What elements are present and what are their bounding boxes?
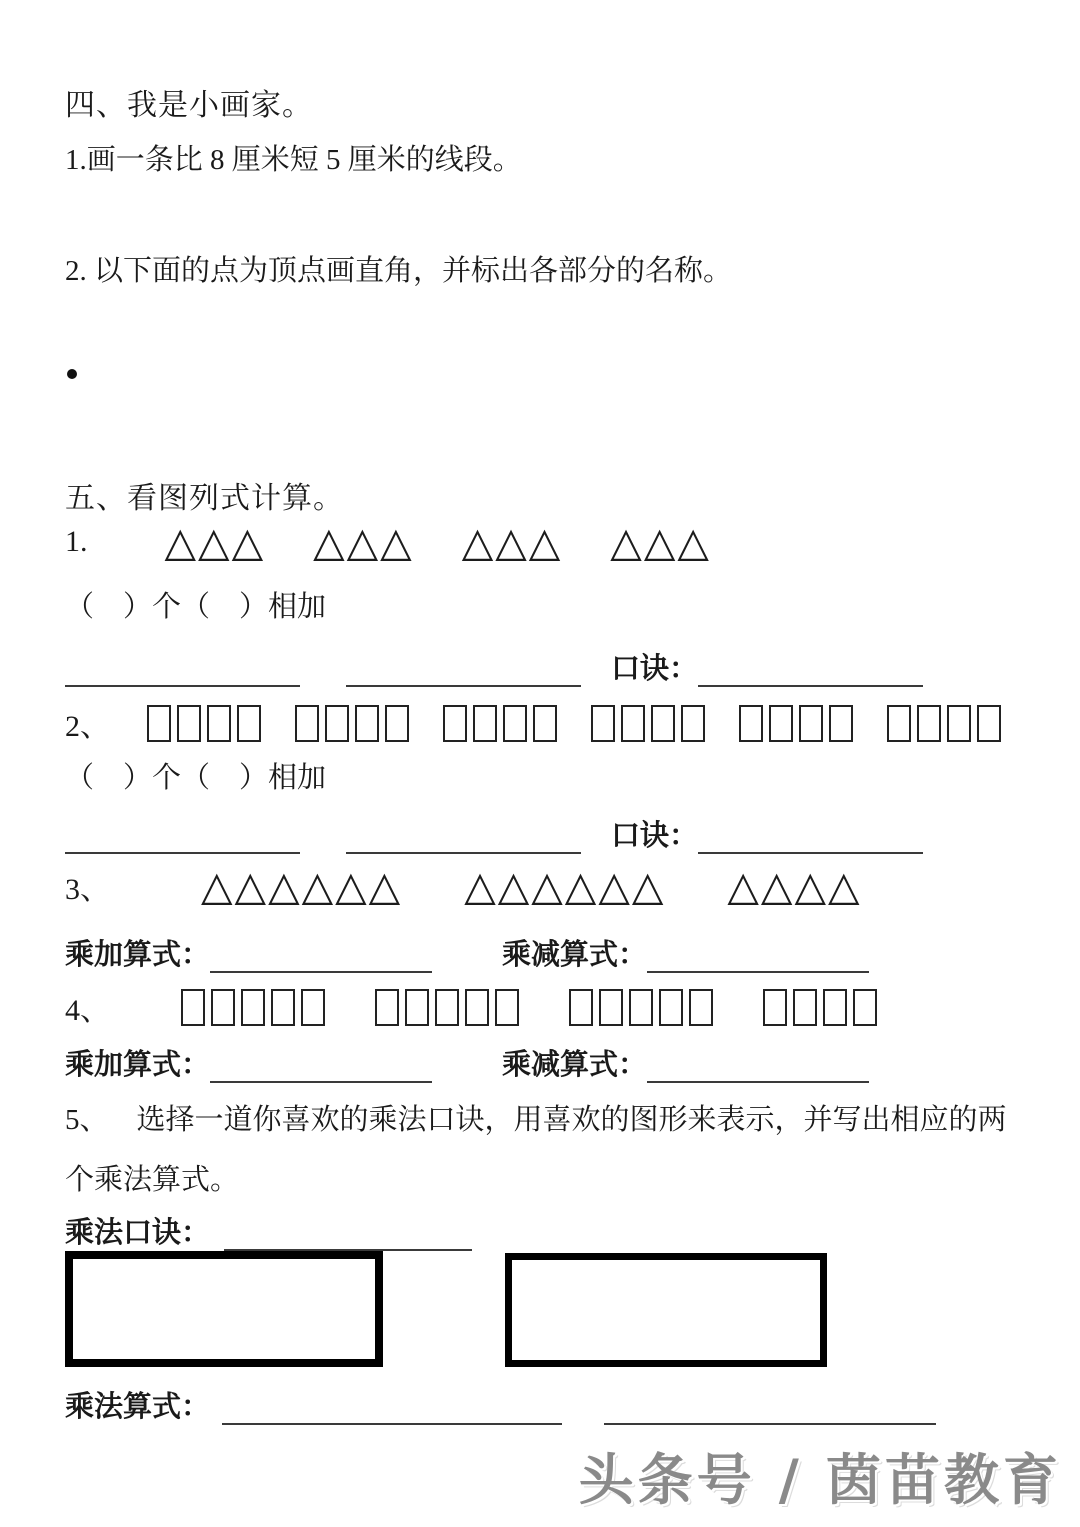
q3-formula-row: [65, 932, 869, 973]
q5-mult-koujue-label: 乘法口诀：: [65, 1217, 211, 1249]
q2-answer-blank-2: [346, 818, 581, 854]
section4-item2: 2. 以下面的点为顶点画直角，并标出各部分的名称。: [65, 255, 733, 287]
q4-mult-add-blank: [210, 1047, 432, 1083]
triangle-icon: △: [198, 518, 230, 566]
square-icon: [237, 705, 261, 742]
q2-answer-blank-1: [65, 818, 300, 854]
square-icon: [443, 705, 467, 742]
q4-shape-row: [65, 985, 880, 1029]
q3-mult-sub-blank: [647, 937, 869, 973]
q1-answer-blank-1: [65, 651, 300, 687]
square-icon: [739, 705, 763, 742]
square-icon: [659, 989, 683, 1026]
square-icon: [355, 705, 379, 742]
q2-shape-row: [65, 701, 1004, 745]
square-icon: [503, 705, 527, 742]
square-icon: [147, 705, 171, 742]
watermark: 头条号 / 茵苗教育: [578, 1448, 1062, 1512]
square-group: [566, 989, 716, 1026]
triangle-icon: △: [610, 518, 642, 566]
q3-mult-add-blank: [210, 937, 432, 973]
square-icon: [301, 989, 325, 1026]
triangle-icon: △: [461, 518, 494, 566]
q3-mult-add-label: 乘加算式：: [65, 939, 211, 971]
triangle-icon: △: [727, 862, 759, 910]
square-icon: [569, 989, 593, 1026]
section5-title: 五、看图列式计算。: [65, 482, 344, 515]
q1-answer-blank-2: [346, 651, 581, 687]
square-group: [292, 705, 412, 742]
q1-count-prompt: （ ）个（ ）相加: [65, 591, 327, 623]
q3-shape-row: [65, 864, 861, 908]
square-icon: [799, 705, 823, 742]
square-icon: [793, 989, 817, 1026]
square-icon: [629, 989, 653, 1026]
square-group: [144, 705, 264, 742]
triangle-icon: △: [335, 862, 367, 910]
triangle-icon: △: [231, 518, 264, 566]
square-group: [178, 989, 328, 1026]
square-group: [884, 705, 1004, 742]
triangle-group: [200, 862, 401, 910]
triangle-group: [609, 518, 710, 566]
q4-formula-row: [65, 1042, 869, 1083]
triangle-icon: △: [234, 862, 267, 910]
q5-koujue-row: [65, 1210, 472, 1251]
q2-answer-row: [65, 813, 923, 854]
triangle-group: [164, 518, 265, 566]
q5-koujue-blank: [224, 1215, 472, 1251]
triangle-icon: △: [368, 862, 401, 910]
vertex-dot: [67, 369, 77, 379]
q1-koujue-blank: [698, 651, 923, 687]
square-icon: [689, 989, 713, 1026]
q4-mult-sub-label: 乘减算式：: [502, 1049, 648, 1081]
triangle-group: [726, 862, 860, 910]
triangle-icon: △: [531, 862, 563, 910]
square-icon: [473, 705, 497, 742]
square-icon: [495, 989, 519, 1026]
square-icon: [465, 989, 489, 1026]
q1-koujue-label: 口诀：: [611, 653, 699, 685]
triangle-icon: △: [794, 862, 826, 910]
square-group: [440, 705, 560, 742]
triangle-icon: △: [268, 862, 300, 910]
triangle-icon: △: [301, 862, 334, 910]
q2-koujue-blank: [698, 818, 923, 854]
square-icon: [763, 989, 787, 1026]
triangle-icon: △: [313, 518, 345, 566]
section4-item1: 1.画一条比 8 厘米短 5 厘米的线段。: [65, 144, 522, 176]
square-icon: [947, 705, 971, 742]
triangle-icon: △: [528, 518, 561, 566]
triangle-icon: △: [631, 862, 664, 910]
q2-number: 2、: [65, 710, 110, 743]
triangle-icon: △: [201, 862, 233, 910]
q1-number: 1.: [65, 525, 88, 558]
triangle-group: [463, 862, 664, 910]
square-icon: [325, 705, 349, 742]
square-icon: [769, 705, 793, 742]
triangle-icon: △: [677, 518, 709, 566]
triangle-icon: △: [643, 518, 676, 566]
q5-suanshi-blank-2: [604, 1389, 936, 1425]
square-icon: [823, 989, 847, 1026]
square-icon: [181, 989, 205, 1026]
square-icon: [295, 705, 319, 742]
square-icon: [829, 705, 853, 742]
q3-number: 3、: [65, 873, 110, 906]
triangle-icon: △: [598, 862, 630, 910]
square-icon: [533, 705, 557, 742]
triangle-icon: △: [497, 862, 530, 910]
square-icon: [591, 705, 615, 742]
q4-mult-sub-blank: [647, 1047, 869, 1083]
square-group: [372, 989, 522, 1026]
square-icon: [241, 989, 265, 1026]
triangle-icon: △: [760, 862, 793, 910]
square-icon: [405, 989, 429, 1026]
q5-instruction-2: 个乘法算式。: [65, 1164, 240, 1196]
triangle-icon: △: [380, 518, 412, 566]
square-icon: [177, 705, 201, 742]
q5-suanshi-row: [65, 1384, 936, 1425]
square-icon: [207, 705, 231, 742]
q3-mult-sub-label: 乘减算式：: [502, 939, 648, 971]
triangle-icon: △: [164, 518, 197, 566]
triangle-icon: △: [495, 518, 527, 566]
square-icon: [271, 989, 295, 1026]
square-group: [760, 989, 880, 1026]
q1-shape-row: [65, 518, 710, 566]
square-icon: [651, 705, 675, 742]
q4-number: 4、: [65, 994, 110, 1027]
q5-mult-suanshi-label: 乘法算式：: [65, 1391, 211, 1423]
square-icon: [887, 705, 911, 742]
q5-suanshi-blank-1: [222, 1389, 562, 1425]
square-icon: [681, 705, 705, 742]
square-icon: [435, 989, 459, 1026]
q5-number: 5、: [65, 1104, 109, 1136]
section4-title: 四、我是小画家。: [65, 89, 313, 122]
triangle-icon: △: [564, 862, 597, 910]
q4-mult-add-label: 乘加算式：: [65, 1049, 211, 1081]
square-group: [588, 705, 708, 742]
drawing-box-right: [505, 1253, 827, 1367]
triangle-icon: △: [827, 862, 860, 910]
q2-count-prompt: （ ）个（ ）相加: [65, 762, 327, 794]
triangle-group: [461, 518, 562, 566]
square-icon: [211, 989, 235, 1026]
q5-text-line1: [65, 1097, 1007, 1138]
square-icon: [599, 989, 623, 1026]
triangle-icon: △: [346, 518, 379, 566]
square-icon: [385, 705, 409, 742]
square-icon: [853, 989, 877, 1026]
q5-instruction-1: 选择一道你喜欢的乘法口诀，用喜欢的图形来表示，并写出相应的两: [136, 1104, 1007, 1136]
square-icon: [977, 705, 1001, 742]
drawing-box-left: [65, 1251, 383, 1367]
square-icon: [375, 989, 399, 1026]
square-group: [736, 705, 856, 742]
triangle-group: [312, 518, 413, 566]
q1-answer-row: [65, 646, 923, 687]
square-icon: [621, 705, 645, 742]
q2-koujue-label: 口诀：: [611, 820, 699, 852]
square-icon: [917, 705, 941, 742]
triangle-icon: △: [464, 862, 496, 910]
